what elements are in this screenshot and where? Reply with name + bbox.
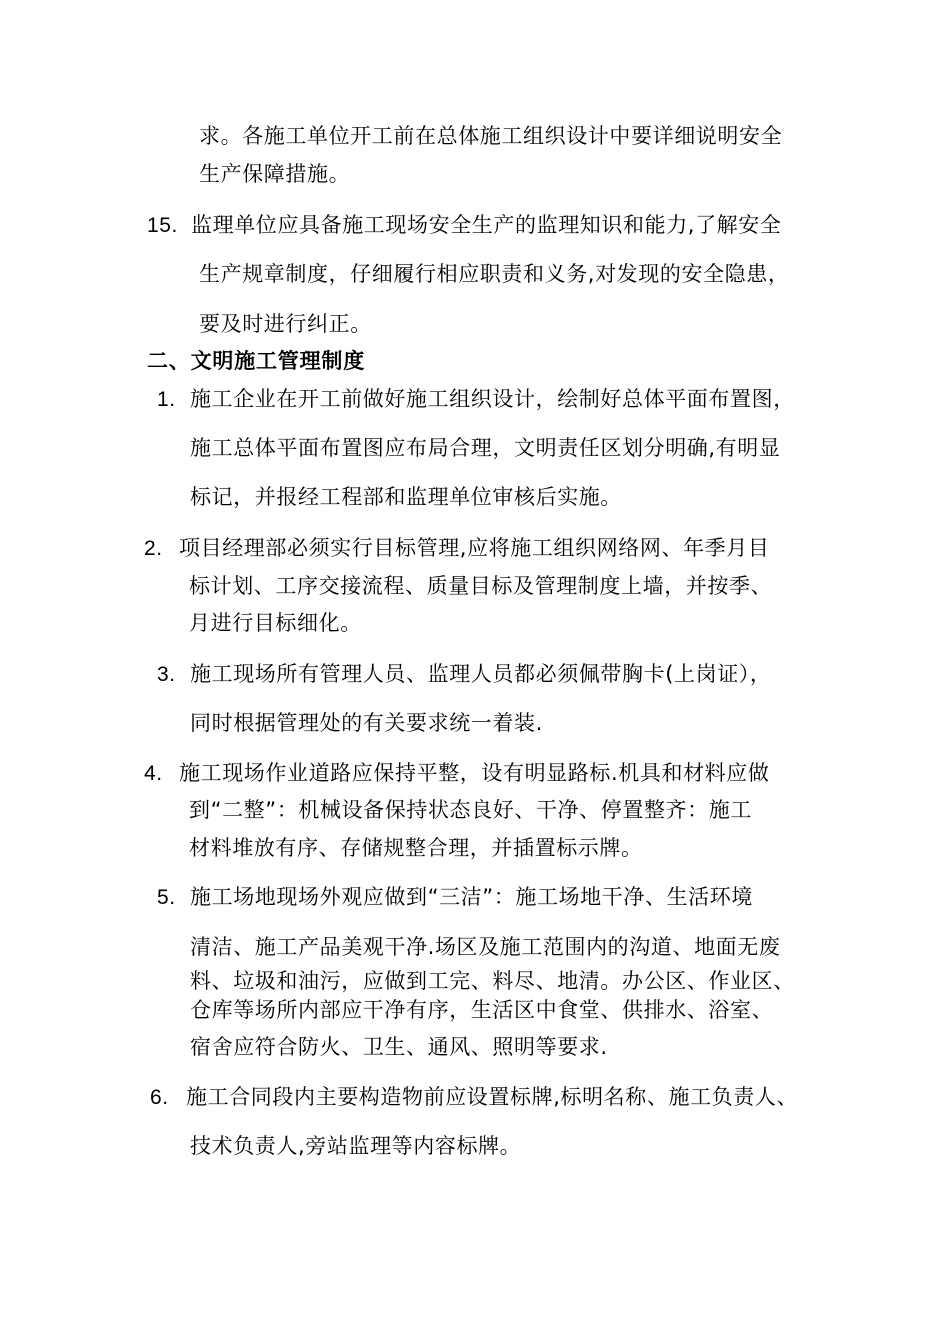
item3-text1: 施工现场所有管理人员、监理人员都必须佩带胸卡(上岗证），	[190, 662, 772, 686]
item4-line2: 到“二整”：机械设备保持状态良好、干净、停置整齐：施工	[189, 798, 752, 822]
item5-line3: 料、垃圾和油污，应做到工完、料尽、地清。办公区、作业区、	[190, 969, 795, 993]
item1-line1	[157, 385, 795, 414]
item3-number: 3.	[157, 663, 176, 686]
item1-text1: 施工企业在开工前做好施工组织设计，绘制好总体平面布置图，	[190, 387, 795, 411]
item6-line1	[150, 1083, 798, 1112]
item4-number: 4.	[144, 762, 163, 785]
item2-text1: 项目经理部必须实行目标管理,应将施工组织网络网、年季月目	[179, 536, 770, 560]
item15-line1	[147, 211, 781, 240]
item2-line3: 月进行目标细化。	[189, 611, 362, 635]
item4-line3: 材料堆放有序、存储规整合理，并插置标示牌。	[189, 836, 643, 860]
item2-line1	[144, 534, 769, 563]
item6-text1: 施工合同段内主要构造物前应设置标牌,标明名称、施工负责人、	[186, 1085, 799, 1109]
item14-line2: 生产保障措施。	[199, 162, 351, 186]
item1-line3: 标记，并报经工程部和监理单位审核后实施。	[190, 485, 622, 509]
item2-number: 2.	[144, 537, 163, 560]
item4-line1	[144, 759, 769, 788]
item6-number: 6.	[150, 1086, 169, 1109]
item3-line1	[157, 660, 772, 689]
item5-line4: 仓库等场所内部应干净有序，生活区中食堂、供排水、浴室、	[190, 998, 774, 1022]
item5-line5: 宿舍应符合防火、卫生、通风、照明等要求.	[190, 1035, 608, 1059]
item5-line2: 清洁、施工产品美观干净.场区及施工范围内的沟道、地面无废	[190, 935, 781, 959]
item15-text1: 监理单位应具备施工现场安全生产的监理知识和能力,了解安全	[191, 213, 782, 237]
section-heading: 二、文明施工管理制度	[147, 349, 365, 373]
item6-line2: 技术负责人,旁站监理等内容标牌。	[190, 1134, 522, 1158]
item15-line3: 要及时进行纠正。	[199, 312, 372, 336]
item15-number: 15.	[147, 214, 178, 237]
item5-text1: 施工场地现场外观应做到“三洁”：施工场地干净、生活环境	[190, 885, 753, 909]
item14-line1: 求。各施工单位开工前在总体施工组织设计中要详细说明安全	[199, 124, 783, 148]
item5-line1	[157, 883, 753, 912]
item15-line2: 生产规章制度，仔细履行相应职责和义务,对发现的安全隐患，	[199, 262, 790, 286]
item4-text1: 施工现场作业道路应保持平整，设有明显路标.机具和材料应做	[179, 761, 770, 785]
item1-number: 1.	[157, 388, 176, 411]
item1-line2: 施工总体平面布置图应布局合理，文明责任区划分明确,有明显	[190, 436, 781, 460]
item5-number: 5.	[157, 886, 176, 909]
item3-line2: 同时根据管理处的有关要求统一着装.	[190, 711, 543, 735]
item2-line2: 标计划、工序交接流程、质量目标及管理制度上墙，并按季、	[189, 574, 773, 598]
